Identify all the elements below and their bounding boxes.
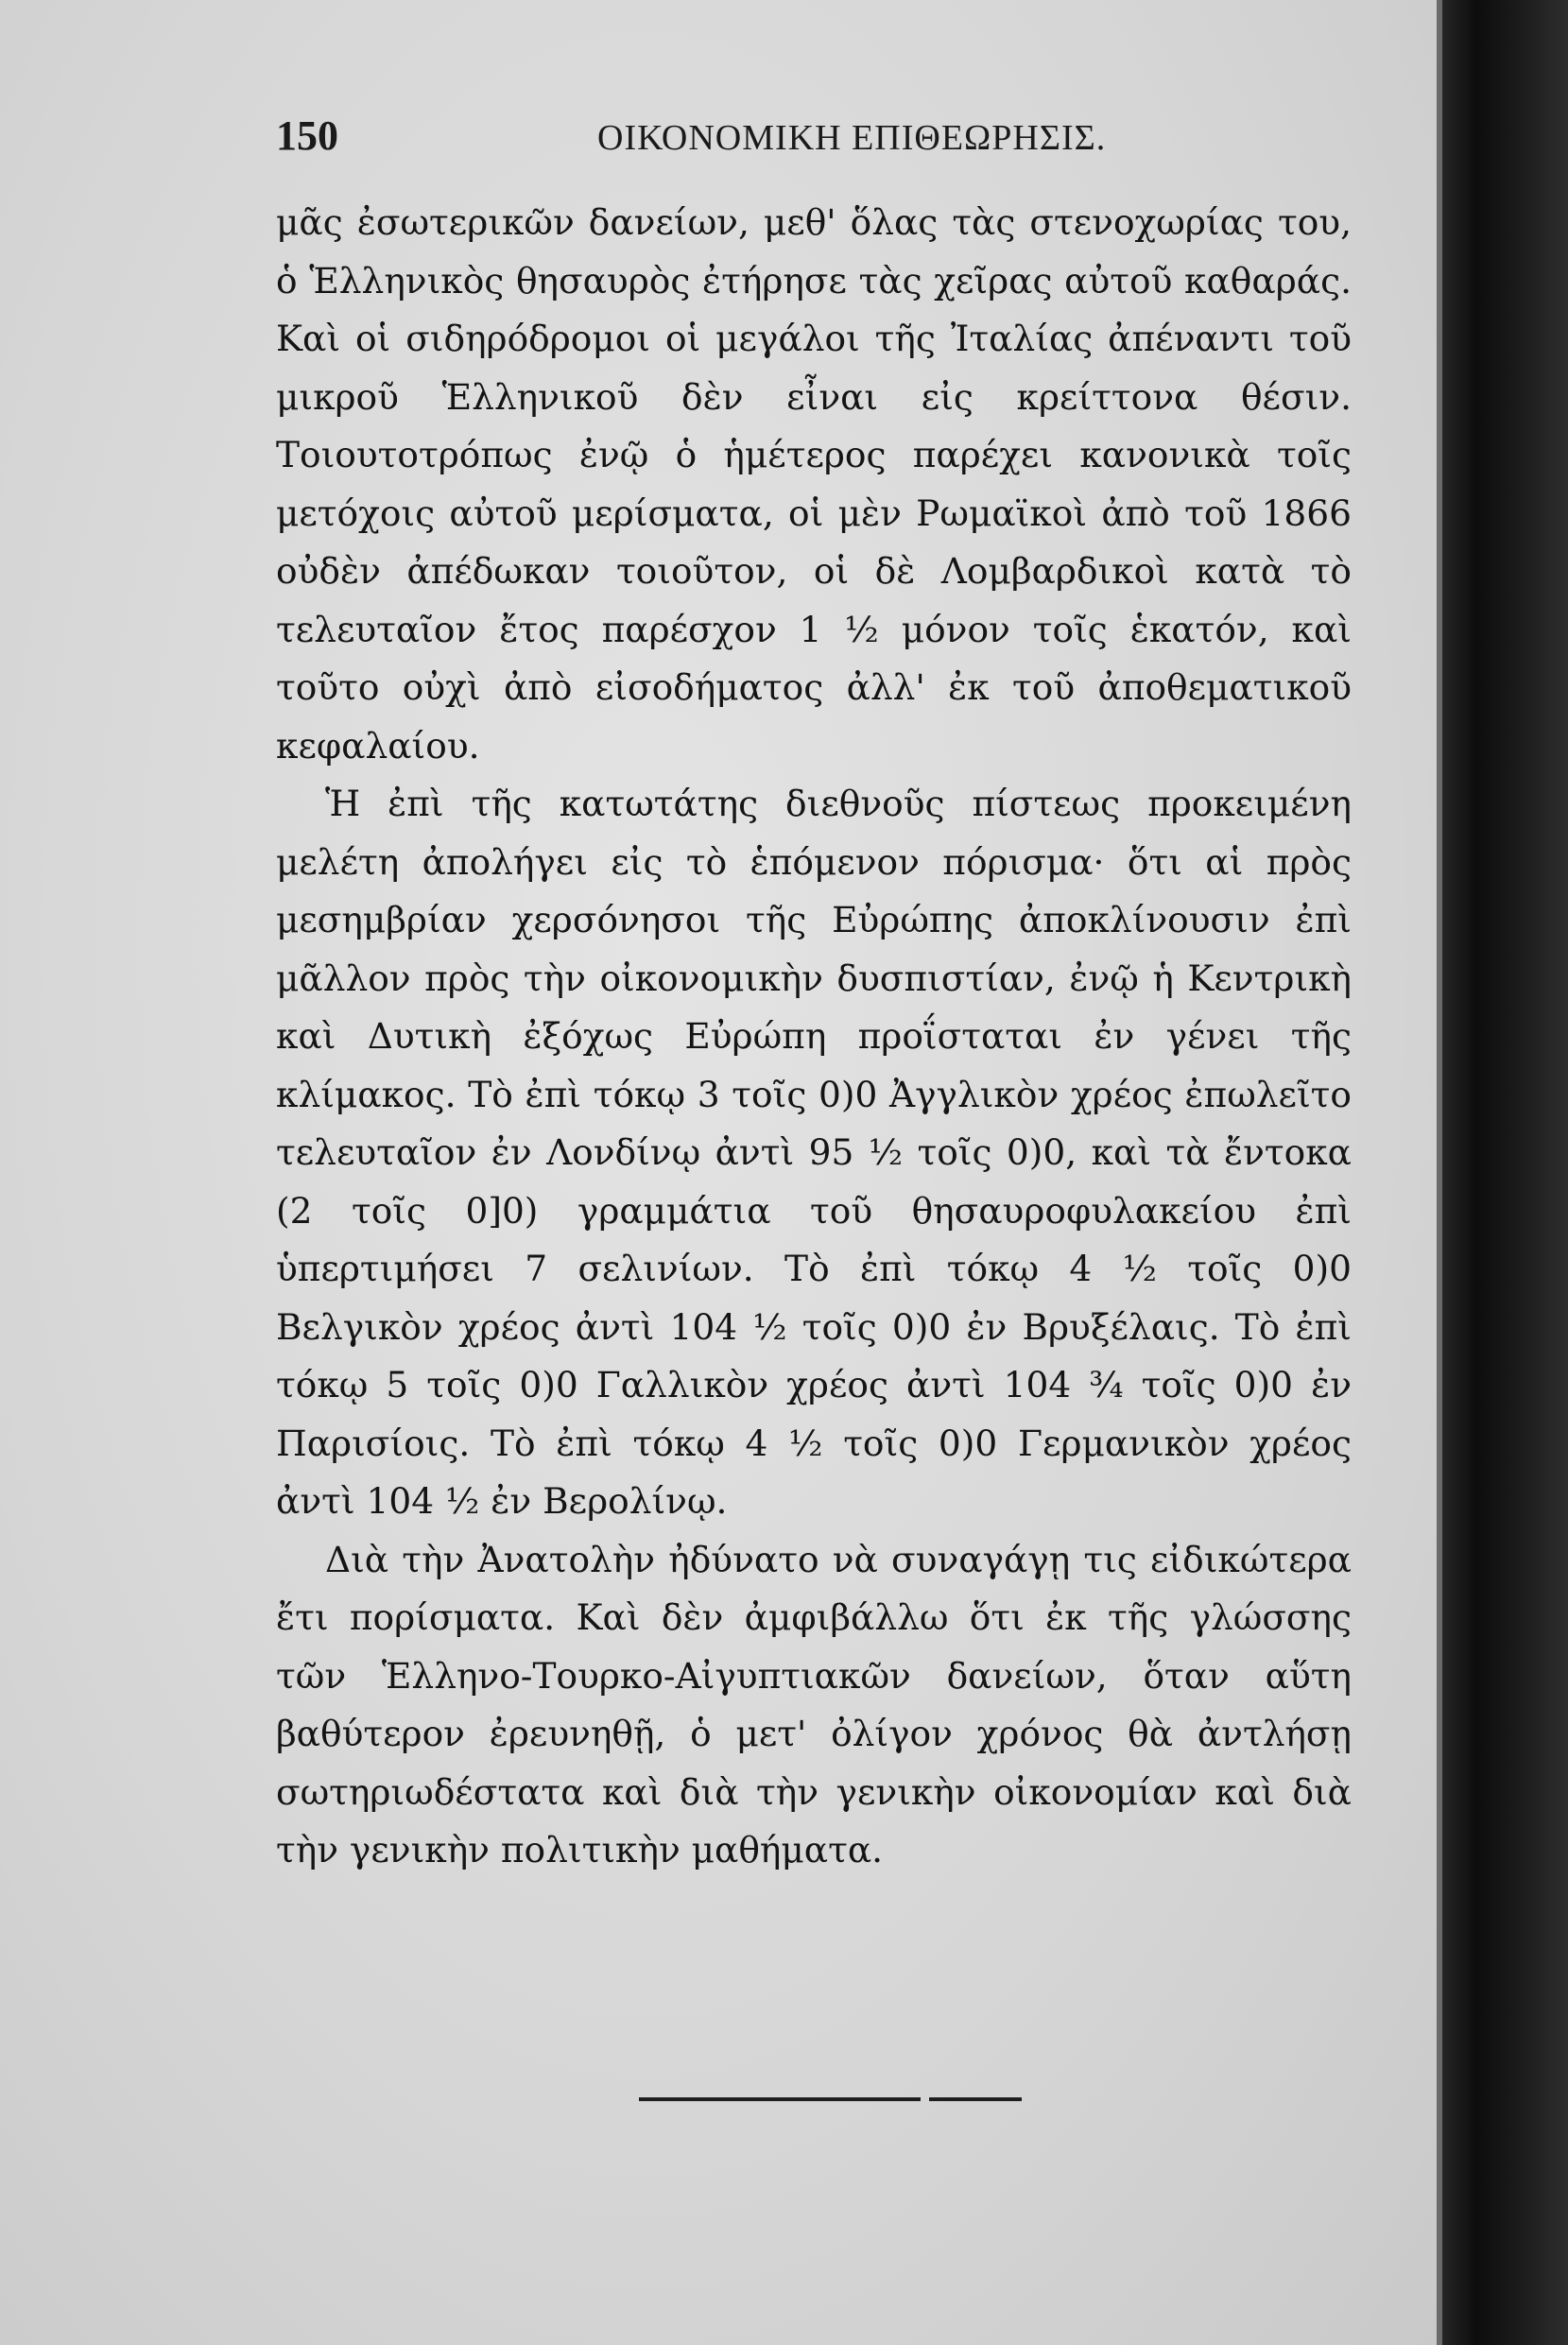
section-rule <box>929 2097 1022 2101</box>
page-edge <box>1437 0 1442 2345</box>
page-header <box>276 112 1344 168</box>
paragraph: μᾶς ἐσωτερικῶν δανείων, μεθ' ὅλας τὰς στενοχωρίας του, ὁ Ἑλληνικὸς θησαυρὸς ἐτήρησε τὰς χεῖρας αὐτοῦ καθαράς. Καὶ οἱ σιδηρόδρομοι οἱ μεγάλοι τῆς Ἰταλίας ἀπέναντι τοῦ μικροῦ Ἑλληνικοῦ δὲν εἶναι εἰς κρείττονα θέσιν. Τοιουτοτρόπως ἐνῷ ὁ ἡμέτερος παρέχει κανονικὰ τοῖς μετόχοις αὐτοῦ μερίσματα, οἱ μὲν Ρωμαϊκοὶ ἀπὸ τοῦ 1866 οὐδὲν ἀπέδωκαν τοιοῦτον, οἱ δὲ Λομβαρδικοὶ κατὰ τὸ τελευταῖον ἔτος παρέσχον 1 ½ μόνον τοῖς ἑκατόν, καὶ τοῦτο οὐχὶ ἀπὸ εἰσοδήματος ἀλλ' ἐκ τοῦ ἀποθεματικοῦ κεφαλαίου. <box>276 201 1352 767</box>
page-number: 150 <box>276 112 338 159</box>
paragraph: Ἡ ἐπὶ τῆς κατωτάτης διεθνοῦς πίστεως προκειμένη μελέτη ἀπολήγει εἰς τὸ ἑπόμενον πόρισμα· ὅτι αἱ πρὸς μεσημβρίαν χερσόνησοι τῆς Εὐρώπης ἀποκλίνουσιν ἐπὶ μᾶλλον πρὸς τὴν οἰκονομικὴν δυσπιστίαν, ἐνῷ ἡ Κεντρικὴ καὶ Δυτικὴ ἐξόχως Εὐρώπη προΐσταται ἐν γένει τῆς κλίμακος. Τὸ ἐπὶ τόκῳ 3 τοῖς 0)0 Ἀγγλικὸν χρέος ἐπωλεῖτο τελευταῖον ἐν Λονδίνῳ ἀντὶ 95 ½ τοῖς 0)0, καὶ τὰ ἔντοκα (2 τοῖς 0]0) γραμμάτια τοῦ θησαυροφυλακείου ἐπὶ ὑπερτιμήσει 7 σελινίων. Τὸ ἐπὶ τόκῳ 4 ½ τοῖς 0)0 Βελγικὸν χρέος ἀντὶ 104 ½ τοῖς 0)0 ἐν Βρυξέλαις. Τὸ ἐπὶ τόκῳ 5 τοῖς 0)0 Γαλλικὸν χρέος ἀντὶ 104 ¾ τοῖς 0)0 ἐν Παρισίοις. Τὸ ἐπὶ τόκῳ 4 ½ τοῖς 0)0 Γερμανικὸν χρέος ἀντὶ 104 ½ ἐν Βερολίνῳ. <box>276 783 1352 1522</box>
section-rule <box>639 2097 921 2101</box>
book-gutter <box>1437 0 1568 2345</box>
body-text <box>276 194 1352 1880</box>
running-head: ΟΙΚΟΝΟΜΙΚΗ ΕΠΙΘΕΩΡΗΣΙΣ. <box>597 118 1107 158</box>
paragraph: Διὰ τὴν Ἀνατολὴν ἠδύνατο νὰ συναγάγῃ τις εἰδικώτερα ἔτι πορίσματα. Καὶ δὲν ἀμφιβάλλω ὅτι ἐκ τῆς γλώσσης τῶν Ἑλληνο-Τουρκο-Αἰγυπτιακῶν δανείων, ὅταν αὕτη βαθύτερον ἐρευνηθῇ, ὁ μετ' ὀλίγον χρόνος θὰ ἀντλήσῃ σωτηριωδέστατα καὶ διὰ τὴν γενικὴν οἰκονομίαν καὶ διὰ τὴν γενικὴν πολιτικὴν μαθήματα. <box>276 1538 1352 1871</box>
